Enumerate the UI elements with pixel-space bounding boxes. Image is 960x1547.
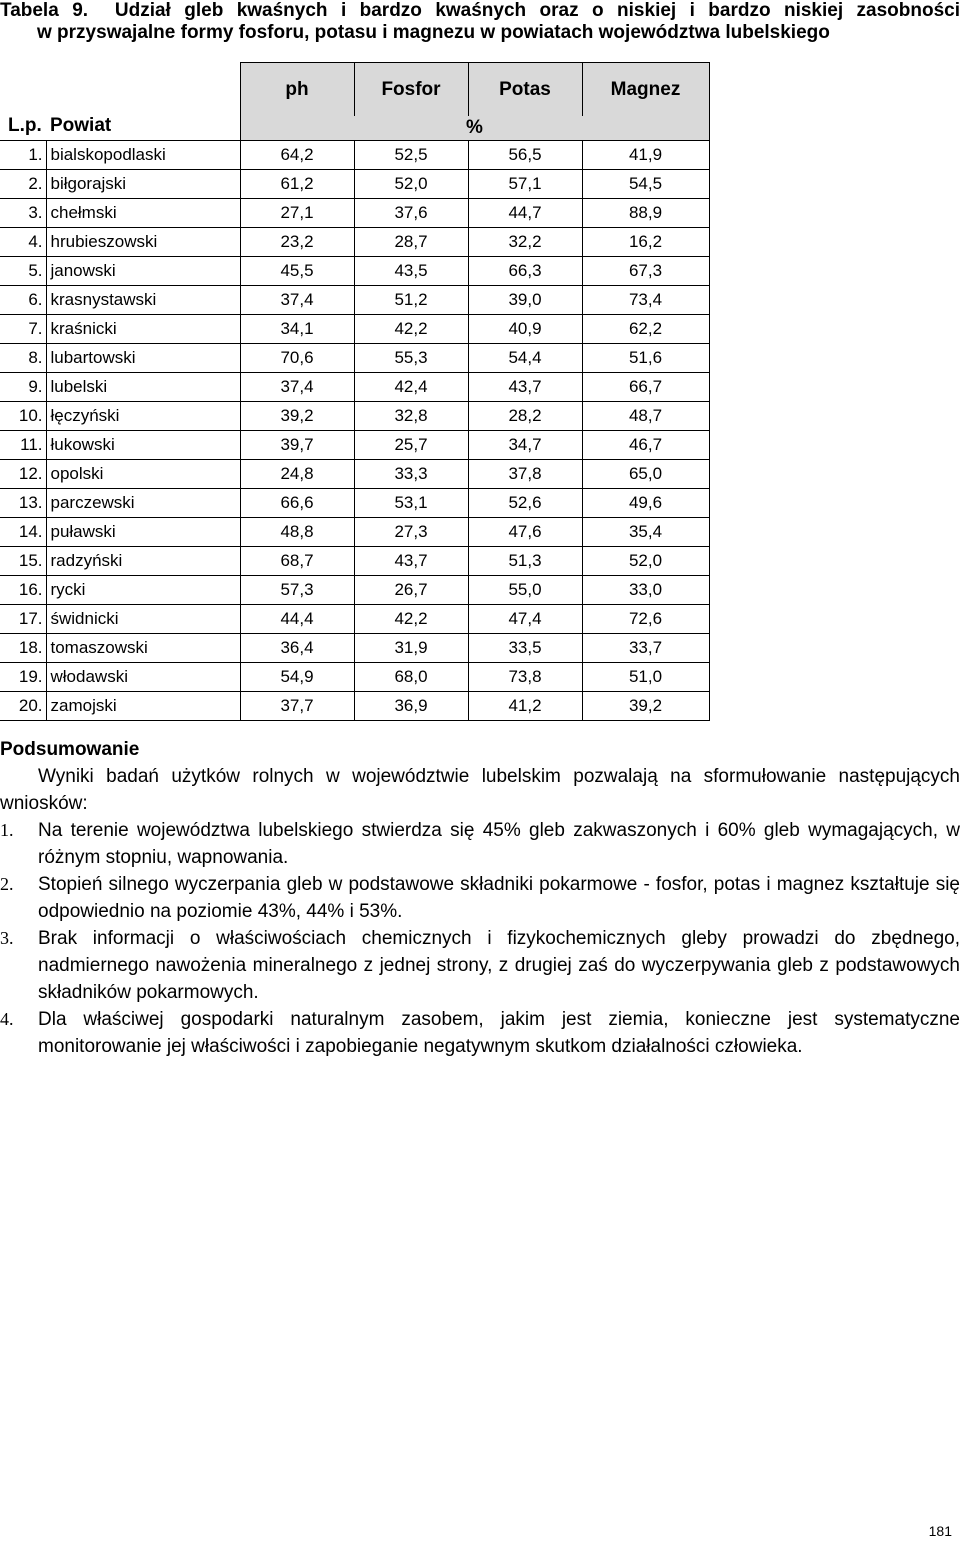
cell-potas: 56,5 bbox=[468, 141, 582, 170]
cell-ph: 39,7 bbox=[240, 431, 354, 460]
cell-ph: 34,1 bbox=[240, 315, 354, 344]
cell-potas: 44,7 bbox=[468, 199, 582, 228]
caption-title-2: w przyswajalne formy fosforu, potasu i magnezu w powiatach województwa lubelskiego bbox=[37, 22, 830, 43]
cell-ph: 27,1 bbox=[240, 199, 354, 228]
cell-ph: 68,7 bbox=[240, 547, 354, 576]
cell-potas: 43,7 bbox=[468, 373, 582, 402]
cell-potas: 51,3 bbox=[468, 547, 582, 576]
conclusion-number: 2. bbox=[0, 874, 14, 894]
cell-lp: 16. bbox=[0, 576, 46, 605]
conclusion-text: Dla właściwej gospodarki naturalnym zasobem, jakim jest ziemia, konieczne jest systematyczne monitorowanie jej właściwości i zapobieganie negatywnym skutkom działalności człowieka. bbox=[38, 1009, 960, 1057]
cell-magnez: 39,2 bbox=[582, 692, 709, 721]
cell-magnez: 33,0 bbox=[582, 576, 709, 605]
cell-potas: 57,1 bbox=[468, 170, 582, 199]
table-row bbox=[0, 576, 709, 605]
cell-potas: 33,5 bbox=[468, 634, 582, 663]
table-row bbox=[0, 431, 709, 460]
table-row bbox=[0, 286, 709, 315]
cell-fosfor: 68,0 bbox=[354, 663, 468, 692]
table-row bbox=[0, 692, 709, 721]
cell-potas: 40,9 bbox=[468, 315, 582, 344]
conclusion-number: 1. bbox=[0, 820, 14, 840]
cell-potas: 52,6 bbox=[468, 489, 582, 518]
cell-lp: 12. bbox=[0, 460, 46, 489]
cell-powiat: kraśnicki bbox=[46, 315, 240, 344]
cell-ph: 39,2 bbox=[240, 402, 354, 431]
cell-ph: 64,2 bbox=[240, 141, 354, 170]
cell-ph: 48,8 bbox=[240, 518, 354, 547]
cell-fosfor: 28,7 bbox=[354, 228, 468, 257]
cell-ph: 45,5 bbox=[240, 257, 354, 286]
cell-magnez: 41,9 bbox=[582, 141, 709, 170]
cell-potas: 34,7 bbox=[468, 431, 582, 460]
cell-fosfor: 31,9 bbox=[354, 634, 468, 663]
header-ph: ph bbox=[240, 63, 354, 117]
cell-lp: 10. bbox=[0, 402, 46, 431]
table-row bbox=[0, 199, 709, 228]
cell-fosfor: 37,6 bbox=[354, 199, 468, 228]
header-magnez: Magnez bbox=[582, 63, 709, 117]
cell-fosfor: 43,7 bbox=[354, 547, 468, 576]
cell-potas: 32,2 bbox=[468, 228, 582, 257]
cell-ph: 54,9 bbox=[240, 663, 354, 692]
cell-ph: 37,4 bbox=[240, 373, 354, 402]
cell-lp: 4. bbox=[0, 228, 46, 257]
cell-fosfor: 52,5 bbox=[354, 141, 468, 170]
header-lp: L.p. bbox=[8, 115, 42, 136]
cell-potas: 37,8 bbox=[468, 460, 582, 489]
cell-lp: 17. bbox=[0, 605, 46, 634]
cell-lp: 1. bbox=[0, 141, 46, 170]
table-row bbox=[0, 257, 709, 286]
cell-fosfor: 26,7 bbox=[354, 576, 468, 605]
cell-magnez: 54,5 bbox=[582, 170, 709, 199]
page-number: 181 bbox=[928, 1523, 952, 1539]
cell-powiat: krasnystawski bbox=[46, 286, 240, 315]
cell-fosfor: 51,2 bbox=[354, 286, 468, 315]
cell-powiat: radzyński bbox=[46, 547, 240, 576]
cell-magnez: 51,0 bbox=[582, 663, 709, 692]
table-row bbox=[0, 460, 709, 489]
table-header-row bbox=[0, 63, 709, 117]
cell-lp: 5. bbox=[0, 257, 46, 286]
cell-magnez: 73,4 bbox=[582, 286, 709, 315]
cell-fosfor: 53,1 bbox=[354, 489, 468, 518]
cell-ph: 36,4 bbox=[240, 634, 354, 663]
cell-ph: 61,2 bbox=[240, 170, 354, 199]
table-row bbox=[0, 605, 709, 634]
cell-magnez: 51,6 bbox=[582, 344, 709, 373]
cell-magnez: 88,9 bbox=[582, 199, 709, 228]
cell-potas: 55,0 bbox=[468, 576, 582, 605]
conclusion-text: Stopień silnego wyczerpania gleb w podstawowe składniki pokarmowe - fosfor, potas i magnez kształtuje się odpowiednio na poziomie 43%, 44% i 53%. bbox=[38, 874, 960, 922]
cell-lp: 13. bbox=[0, 489, 46, 518]
cell-potas: 73,8 bbox=[468, 663, 582, 692]
cell-magnez: 65,0 bbox=[582, 460, 709, 489]
cell-ph: 23,2 bbox=[240, 228, 354, 257]
cell-powiat: puławski bbox=[46, 518, 240, 547]
cell-magnez: 52,0 bbox=[582, 547, 709, 576]
cell-ph: 24,8 bbox=[240, 460, 354, 489]
summary-heading: Podsumowanie bbox=[0, 739, 140, 760]
cell-magnez: 33,7 bbox=[582, 634, 709, 663]
table-row bbox=[0, 634, 709, 663]
cell-powiat: świdnicki bbox=[46, 605, 240, 634]
cell-magnez: 66,7 bbox=[582, 373, 709, 402]
cell-powiat: bialskopodlaski bbox=[46, 141, 240, 170]
cell-lp: 2. bbox=[0, 170, 46, 199]
cell-fosfor: 33,3 bbox=[354, 460, 468, 489]
table-caption bbox=[0, 0, 960, 44]
header-unit: % bbox=[240, 116, 709, 141]
cell-potas: 28,2 bbox=[468, 402, 582, 431]
cell-fosfor: 42,4 bbox=[354, 373, 468, 402]
cell-potas: 47,6 bbox=[468, 518, 582, 547]
cell-powiat: lubelski bbox=[46, 373, 240, 402]
cell-ph: 44,4 bbox=[240, 605, 354, 634]
cell-fosfor: 52,0 bbox=[354, 170, 468, 199]
header-powiat: Powiat bbox=[50, 115, 112, 136]
caption-label: Tabela 9. bbox=[0, 0, 89, 21]
cell-ph: 66,6 bbox=[240, 489, 354, 518]
cell-lp: 11. bbox=[0, 431, 46, 460]
cell-fosfor: 27,3 bbox=[354, 518, 468, 547]
cell-potas: 47,4 bbox=[468, 605, 582, 634]
cell-magnez: 62,2 bbox=[582, 315, 709, 344]
cell-lp: 19. bbox=[0, 663, 46, 692]
cell-powiat: chełmski bbox=[46, 199, 240, 228]
table-row bbox=[0, 373, 709, 402]
cell-powiat: lubartowski bbox=[46, 344, 240, 373]
caption-title-1: Udział gleb kwaśnych i bardzo kwaśnych oraz o niskiej i bardzo niskiej zasobności bbox=[114, 0, 960, 21]
table-row bbox=[0, 489, 709, 518]
cell-potas: 41,2 bbox=[468, 692, 582, 721]
table-row bbox=[0, 663, 709, 692]
cell-powiat: włodawski bbox=[46, 663, 240, 692]
cell-fosfor: 25,7 bbox=[354, 431, 468, 460]
cell-lp: 18. bbox=[0, 634, 46, 663]
summary-section bbox=[0, 736, 960, 1060]
cell-magnez: 48,7 bbox=[582, 402, 709, 431]
conclusion-item bbox=[0, 1006, 960, 1060]
cell-powiat: łęczyński bbox=[46, 402, 240, 431]
cell-powiat: janowski bbox=[46, 257, 240, 286]
header-potas: Potas bbox=[468, 63, 582, 117]
cell-lp: 15. bbox=[0, 547, 46, 576]
cell-fosfor: 43,5 bbox=[354, 257, 468, 286]
cell-lp: 20. bbox=[0, 692, 46, 721]
table-row bbox=[0, 141, 709, 170]
cell-fosfor: 32,8 bbox=[354, 402, 468, 431]
header-fosfor: Fosfor bbox=[354, 63, 468, 117]
caption-line-1 bbox=[0, 0, 960, 22]
soil-table bbox=[0, 62, 710, 721]
table-row bbox=[0, 518, 709, 547]
cell-lp: 6. bbox=[0, 286, 46, 315]
cell-lp: 14. bbox=[0, 518, 46, 547]
conclusion-number: 3. bbox=[0, 928, 14, 948]
cell-magnez: 49,6 bbox=[582, 489, 709, 518]
table-row bbox=[0, 315, 709, 344]
conclusion-item bbox=[0, 925, 960, 1006]
cell-magnez: 46,7 bbox=[582, 431, 709, 460]
table-row bbox=[0, 228, 709, 257]
cell-magnez: 67,3 bbox=[582, 257, 709, 286]
table-row bbox=[0, 547, 709, 576]
cell-magnez: 72,6 bbox=[582, 605, 709, 634]
conclusion-item bbox=[0, 817, 960, 871]
summary-intro: Wyniki badań użytków rolnych w województwie lubelskim pozwalają na sformułowanie następujących wniosków: bbox=[0, 766, 960, 814]
cell-powiat: rycki bbox=[46, 576, 240, 605]
cell-lp: 9. bbox=[0, 373, 46, 402]
cell-lp: 8. bbox=[0, 344, 46, 373]
cell-powiat: biłgorajski bbox=[46, 170, 240, 199]
cell-ph: 37,4 bbox=[240, 286, 354, 315]
cell-lp: 7. bbox=[0, 315, 46, 344]
table-row bbox=[0, 170, 709, 199]
table-row bbox=[0, 344, 709, 373]
cell-powiat: tomaszowski bbox=[46, 634, 240, 663]
cell-ph: 70,6 bbox=[240, 344, 354, 373]
conclusion-number: 4. bbox=[0, 1009, 14, 1029]
cell-powiat: hrubieszowski bbox=[46, 228, 240, 257]
cell-fosfor: 55,3 bbox=[354, 344, 468, 373]
conclusion-item bbox=[0, 871, 960, 925]
conclusion-text: Brak informacji o właściwościach chemicznych i fizykochemicznych gleby prowadzi do zbędnego, nadmiernego nawożenia mineralnego z jednej strony, z drugiej zaś do wyczerpywania gleb z podstawowych składników pokarmowych. bbox=[38, 928, 960, 1003]
cell-potas: 54,4 bbox=[468, 344, 582, 373]
cell-ph: 57,3 bbox=[240, 576, 354, 605]
cell-fosfor: 36,9 bbox=[354, 692, 468, 721]
cell-potas: 39,0 bbox=[468, 286, 582, 315]
cell-potas: 66,3 bbox=[468, 257, 582, 286]
cell-powiat: parczewski bbox=[46, 489, 240, 518]
conclusion-text: Na terenie województwa lubelskiego stwierdza się 45% gleb zakwaszonych i 60% gleb wymagających, w różnym stopniu, wapnowania. bbox=[38, 820, 960, 868]
cell-magnez: 35,4 bbox=[582, 518, 709, 547]
cell-powiat: opolski bbox=[46, 460, 240, 489]
cell-magnez: 16,2 bbox=[582, 228, 709, 257]
table-row bbox=[0, 402, 709, 431]
cell-lp: 3. bbox=[0, 199, 46, 228]
cell-powiat: łukowski bbox=[46, 431, 240, 460]
cell-fosfor: 42,2 bbox=[354, 605, 468, 634]
conclusions-list bbox=[0, 817, 960, 1060]
cell-fosfor: 42,2 bbox=[354, 315, 468, 344]
cell-powiat: zamojski bbox=[46, 692, 240, 721]
cell-ph: 37,7 bbox=[240, 692, 354, 721]
